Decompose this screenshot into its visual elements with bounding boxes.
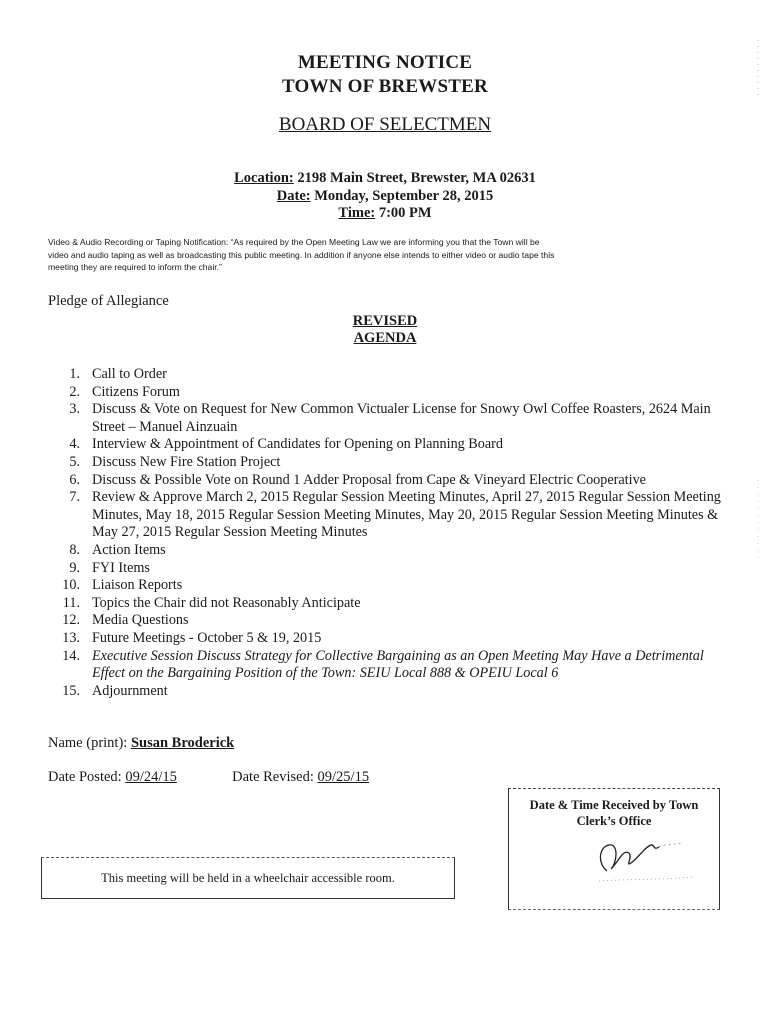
date-label: Date:	[276, 188, 311, 204]
date-revised-label: Date Revised:	[232, 769, 314, 785]
notice-line: Video & Audio Recording or Taping Notification: “As required by the Open Meeting Law we are informing you that the Town will be	[48, 237, 540, 247]
accessibility-notice-box	[41, 857, 455, 899]
pledge-of-allegiance: Pledge of Allegiance	[48, 293, 169, 309]
notice-line: meeting they are required to inform the chair.”	[48, 262, 222, 272]
board-title: BOARD OF SELECTMEN	[278, 114, 492, 135]
date-value: Monday, September 28, 2015	[314, 188, 494, 204]
agenda-item: 1. Call to Order	[69, 366, 167, 382]
agenda-item: 13. Future Meetings - October 5 & 19, 2015	[62, 629, 322, 646]
name-value: Susan Broderick	[130, 735, 235, 751]
agenda-item: 10. Liaison Reports	[62, 577, 183, 594]
agenda-item: 15. Adjournment	[62, 682, 168, 699]
agenda-item: 8. Action Items	[69, 541, 166, 558]
date-posted-value: 09/24/15	[125, 769, 177, 785]
agenda-item: 12. Media Questions	[62, 612, 189, 629]
agenda-item: 7. Review & Approve March 2, 2015 Regular Session Meeting Minutes, April 27, 2015 Regular Session Meeting Minutes, May 18, 2015 Regular Session Meeting Minutes, May 20, 2015 Regular Session Meeting Minutes & May 27, 2015 Regular Session Meeting Minutes	[69, 489, 721, 541]
name-print-line	[48, 735, 234, 752]
agenda-item-executive-session: 14. Executive Session Discuss Strategy for Collective Bargaining as an Open Meeting May Have a Detrimental Effect on the Bargaining Position of the Town: SEIU Local 888 & OPEIU Local 6	[62, 647, 704, 682]
revised-heading: REVISED	[352, 313, 418, 329]
accessibility-notice: This meeting will be held in a wheelchair accessible room.	[101, 871, 395, 885]
clerk-received-stamp-box	[508, 788, 720, 910]
location-label: Location:	[234, 170, 294, 186]
name-label: Name (print):	[48, 735, 128, 751]
scan-edge-marks-icon	[746, 40, 764, 980]
agenda-list	[64, 366, 724, 700]
date-posted-label: Date Posted:	[48, 769, 122, 785]
time-label: Time:	[338, 205, 376, 221]
recording-notice	[48, 236, 708, 274]
agenda-item: 4. Interview & Appointment of Candidates for Opening on Planning Board	[69, 436, 503, 453]
town-title: TOWN OF BREWSTER	[282, 76, 488, 97]
clerk-stamp-line2: Clerk’s Office	[576, 814, 652, 828]
clerk-signature-icon	[589, 833, 699, 883]
agenda-item: 2. Citizens Forum	[69, 383, 180, 400]
notice-title: MEETING NOTICE	[297, 52, 473, 73]
agenda-item: 11. Topics the Chair did not Reasonably Anticipate	[62, 594, 361, 611]
agenda-heading: AGENDA	[353, 330, 417, 346]
time-line	[0, 205, 770, 222]
notice-line: video and audio taping as well as broadcasting this public meeting. In addition if anyone else intends to either video or audio tape this	[48, 249, 555, 260]
location-line	[0, 170, 770, 187]
date-line	[0, 188, 770, 205]
agenda-item: 9. FYI Items	[69, 559, 150, 576]
date-revised-value: 09/25/15	[317, 769, 370, 785]
agenda-item: 5. Discuss New Fire Station Project	[69, 453, 281, 470]
clerk-stamp-line1: Date & Time Received by Town	[529, 798, 699, 812]
agenda-item: 6. Discuss & Possible Vote on Round 1 Adder Proposal from Cape & Vineyard Electric Cooperative	[69, 471, 646, 488]
time-value: 7:00 PM	[378, 205, 432, 221]
dates-line	[48, 769, 369, 786]
location-value: 2198 Main Street, Brewster, MA 02631	[297, 170, 536, 186]
agenda-item: 3. Discuss & Vote on Request for New Common Victualer License for Snowy Owl Coffee Roasters, 2624 Main Street – Manuel Ainzuain	[69, 401, 711, 435]
